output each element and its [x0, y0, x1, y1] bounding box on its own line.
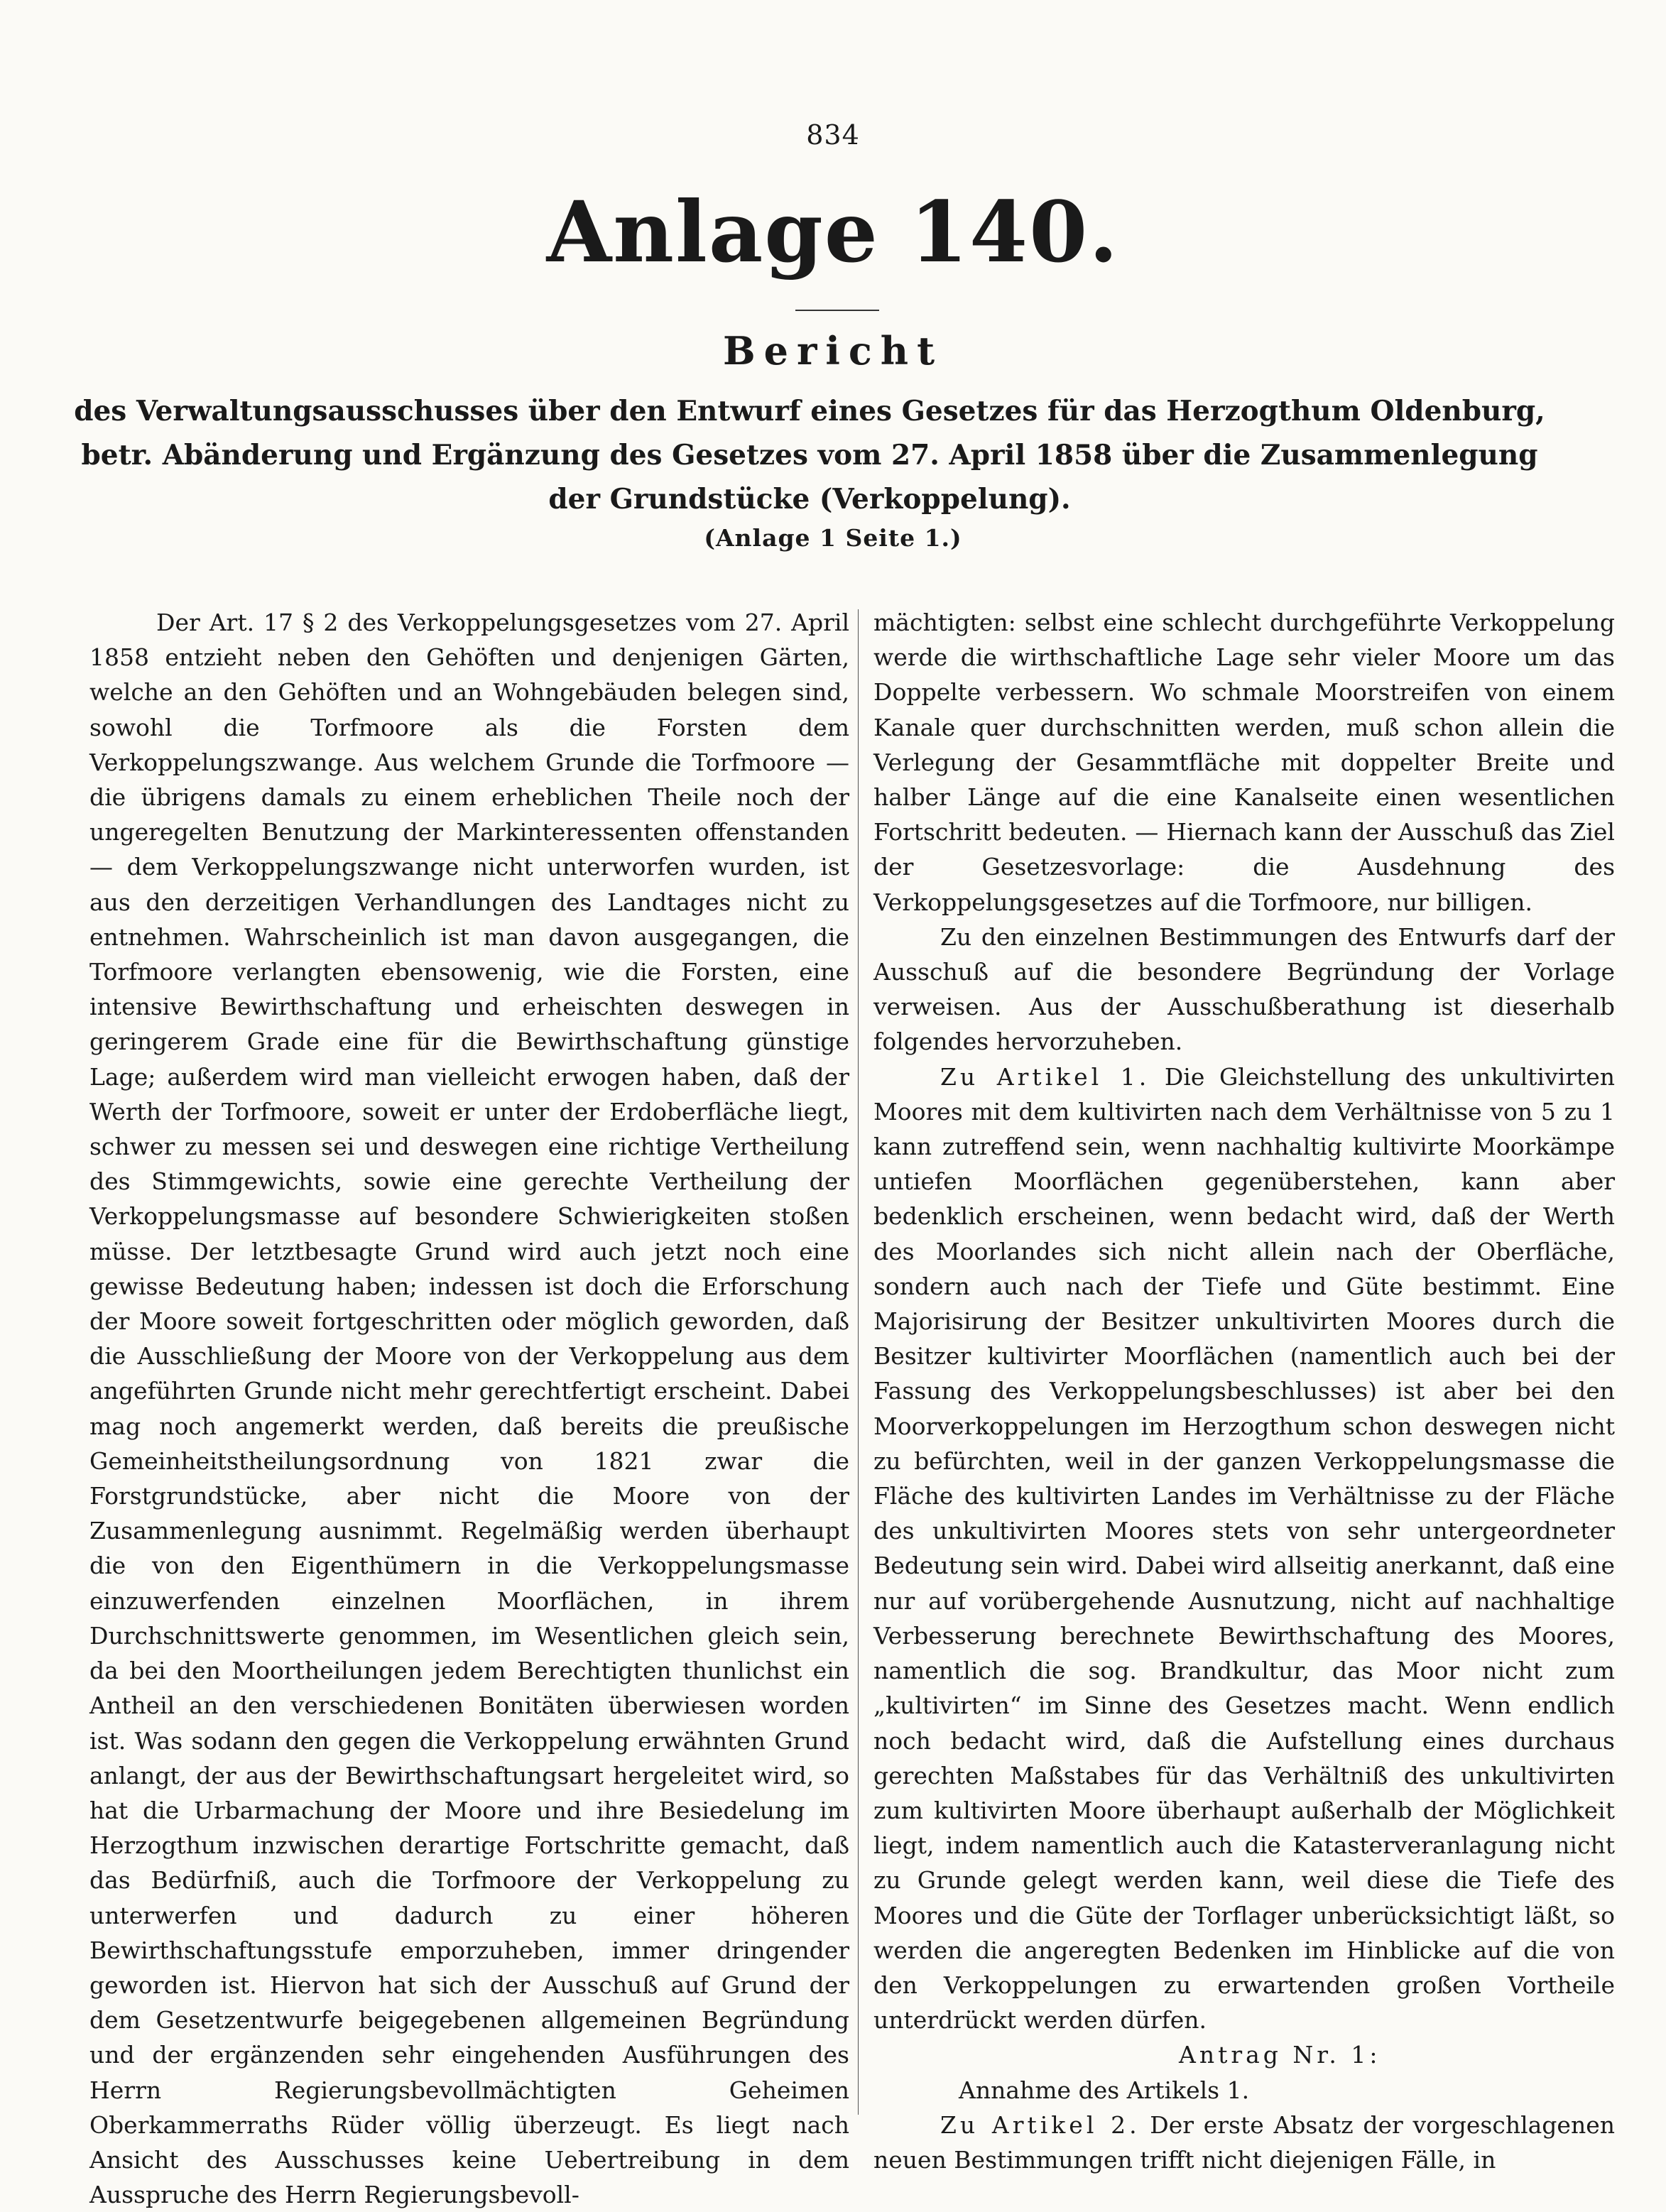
article-1-text: Die Gleichstellung des unkultivirten Moores mit dem kultivirten nach dem Verhältnisse von 5 zu 1 kann zutreffend sein, wenn nachhaltig kultivirte Moorkämpe untiefen Moorflächen gegenüberstehen, kann aber bedenklich erscheinen, wenn bedacht wird, daß der Werth des Moorlandes sich nicht allein nach der Oberfläche, sondern auch nach der Tiefe und Güte bestimmt. Eine Majorisirung der Besitzer unkultivirten Moores durch die Besitzer kultivirter Moorflächen (namentlich auch bei der Fassung des Verkoppelungsbeschlusses) ist aber bei den Moorverkoppelungen im Herzogthum schon deswegen nicht zu befürchten, weil in der ganzen Verkoppelungsmasse die Fläche des kultivirten Landes im Verhältnisse zu der Fläche des unkultivirten Moores stets von sehr untergeordneter Bedeutung sein wird. Dabei wird allseitig anerkannt, daß eine nur auf vorübergehende Ausnutzung, nicht auf nachhaltige Verbesserung berechnete Bewirthschaftung des Moores, namentlich die sog. Brandkultur, das Moor nicht zum „kultivirten“ im Sinne des Gesetzes macht. Wenn endlich noch bedacht wird, daß die Aufstellung eines durchaus gerechten Maßstabes für das Verhältniß des unkultivirten zum kultivirten Moore überhaupt außerhalb der Möglichkeit liegt, indem namentlich auch die Katasterveranlagung nicht zu Grunde gelegt werden kann, weil diese die Tiefe des Moores und die Güte der Torflager unberücksichtigt läßt, so werden die angeregten Bedenken im Hinblicke auf die von den Verkoppelungen zu erwartenden großen Vortheile unterdrückt werden dürfen.: [873, 1062, 1615, 2034]
attachment-reference: (Anlage 1 Seite 1.): [704, 524, 962, 552]
paragraph-provisions: Zu den einzelnen Bestimmungen des Entwurfs darf der Ausschuß auf die besondere Begründung der Vorlage verweisen. Aus der Ausschußberathung ist dieserhalb folgendes hervorzuheben.: [873, 922, 1615, 1056]
paragraph-continuation: mächtigten: selbst eine schlecht durchgeführte Verkoppelung werde die wirthschaftliche Lage sehr vieler Moore um das Doppelte verbessern. Wo schmale Moorstreifen von einem Kanale quer durchschnitten werden, muß schon allein die Verlegung der Gesammtfläche mit doppelter Breite und halber Länge auf die eine Kanalseite einen wesentlichen Fortschritt bedeuten. — Hiernach kann der Ausschuß das Ziel der Gesetzesvorlage: die Ausdehnung des Verkoppelungsgesetzes auf die Torfmoore, nur billigen.: [873, 609, 1615, 916]
title-divider: [795, 310, 879, 311]
report-subject: des Verwaltungsausschusses über den Entwurf eines Gesetzes für das Herzogthum Oldenburg, betr. Abänderung und Ergänzung des Gesetzes vom 27. April 1858 über die Zusammenlegung der Grundstücke (Verkoppelung).: [74, 395, 1545, 516]
article-2-label: Zu Artikel 2.: [940, 2110, 1140, 2139]
motion-1-title: Antrag Nr. 1:: [1179, 2041, 1381, 2069]
report-title: Bericht: [722, 328, 944, 374]
paragraph-intro: Der Art. 17 § 2 des Verkoppelungsgesetzes vom 27. April 1858 entzieht neben den Gehöften und denjenigen Gärten, welche an den Gehöften und an Wohngebäuden belegen sind, sowohl die Torfmoore als die Forsten dem Verkoppelungszwange. Aus welchem Grunde die Torfmoore — die übrigens damals zu einem erheblichen Theile noch der ungeregelten Benutzung der Markinteressenten offenstanden — dem Verkoppelungszwange nicht unterworfen wurden, ist aus den derzeitigen Verhandlungen des Landtages nicht zu entnehmen. Wahrscheinlich ist man davon ausgegangen, die Torfmoore verlangten ebensowenig, wie die Forsten, eine intensive Bewirthschaftung und erheischten deswegen in geringerem Grade eine für die Bewirthschaftung günstige Lage; außerdem wird man vielleicht erwogen haben, daß der Werth der Torfmoore, soweit er unter der Erdoberfläche liegt, schwer zu messen sei und deswegen eine richtige Vertheilung des Stimmgewichts, sowie eine gerechte Vertheilung der Verkoppelungsmasse auf besondere Schwierigkeiten stoßen müsse. Der letztbesagte Grund wird auch jetzt noch eine gewisse Bedeutung haben; indessen ist doch die Erforschung der Moore soweit fortgeschritten oder möglich geworden, daß die Ausschließung der Moore von der Verkoppelung aus dem angeführten Grunde nicht mehr gerechtfertigt erscheint. Dabei mag noch angemerkt werden, daß bereits die preußische Gemeinheitstheilungsordnung von 1821 zwar die Forstgrundstücke, aber nicht die Moore von der Zusammenlegung ausnimmt. Regelmäßig werden überhaupt die von den Eigenthümern in die Verkoppelungsmasse einzuwerfenden einzelnen Moorflächen, in ihrem Durchschnittswerte genommen, im Wesentlichen gleich sein, da bei den Moortheilungen jedem Berechtigten thunlichst ein Antheil an den verschiedenen Bonitäten überwiesen worden ist. Was sodann den gegen die Verkoppelung erwähnten Grund anlangt, der aus der Bewirthschaftungsart hergeleitet wird, so hat die Urbarmachung der Moore und ihre Besiedelung im Herzogthum inzwischen derartige Fortschritte gemacht, daß das Bedürfniß, auch die Torfmoore der Verkoppelung zu unterwerfen und dadurch zu einer höheren Bewirthschaftungsstufe emporzuheben, immer dringender geworden ist. Hiervon hat sich der Ausschuß auf Grund der dem Gesetzentwurfe beigegebenen allgemeinen Begründung und der ergänzenden sehr eingehenden Ausführungen des Herrn Regierungsbevollmächtigten Geheimen Oberkammerraths Rüder völlig überzeugt. Es liegt nach Ansicht des Ausschusses keine Uebertreibung in dem Ausspruche des Herrn Regierungsbevoll-: [89, 609, 849, 2209]
right-column: [873, 605, 1615, 2177]
article-2-section: [873, 2108, 1615, 2177]
article-1-section: [873, 1059, 1615, 2038]
page-title: Anlage 140.: [546, 182, 1120, 281]
article-1-label: Zu Artikel 1.: [940, 1062, 1150, 1091]
column-divider: [858, 609, 859, 2115]
page-number: 834: [806, 119, 860, 151]
left-column: [89, 605, 849, 2212]
motion-1-text: Annahme des Artikels 1.: [959, 2076, 1250, 2104]
article-2-text: Der erste Absatz der vorgeschlagenen neuen Bestimmungen trifft nicht diejenigen Fälle, in: [873, 2110, 1615, 2174]
